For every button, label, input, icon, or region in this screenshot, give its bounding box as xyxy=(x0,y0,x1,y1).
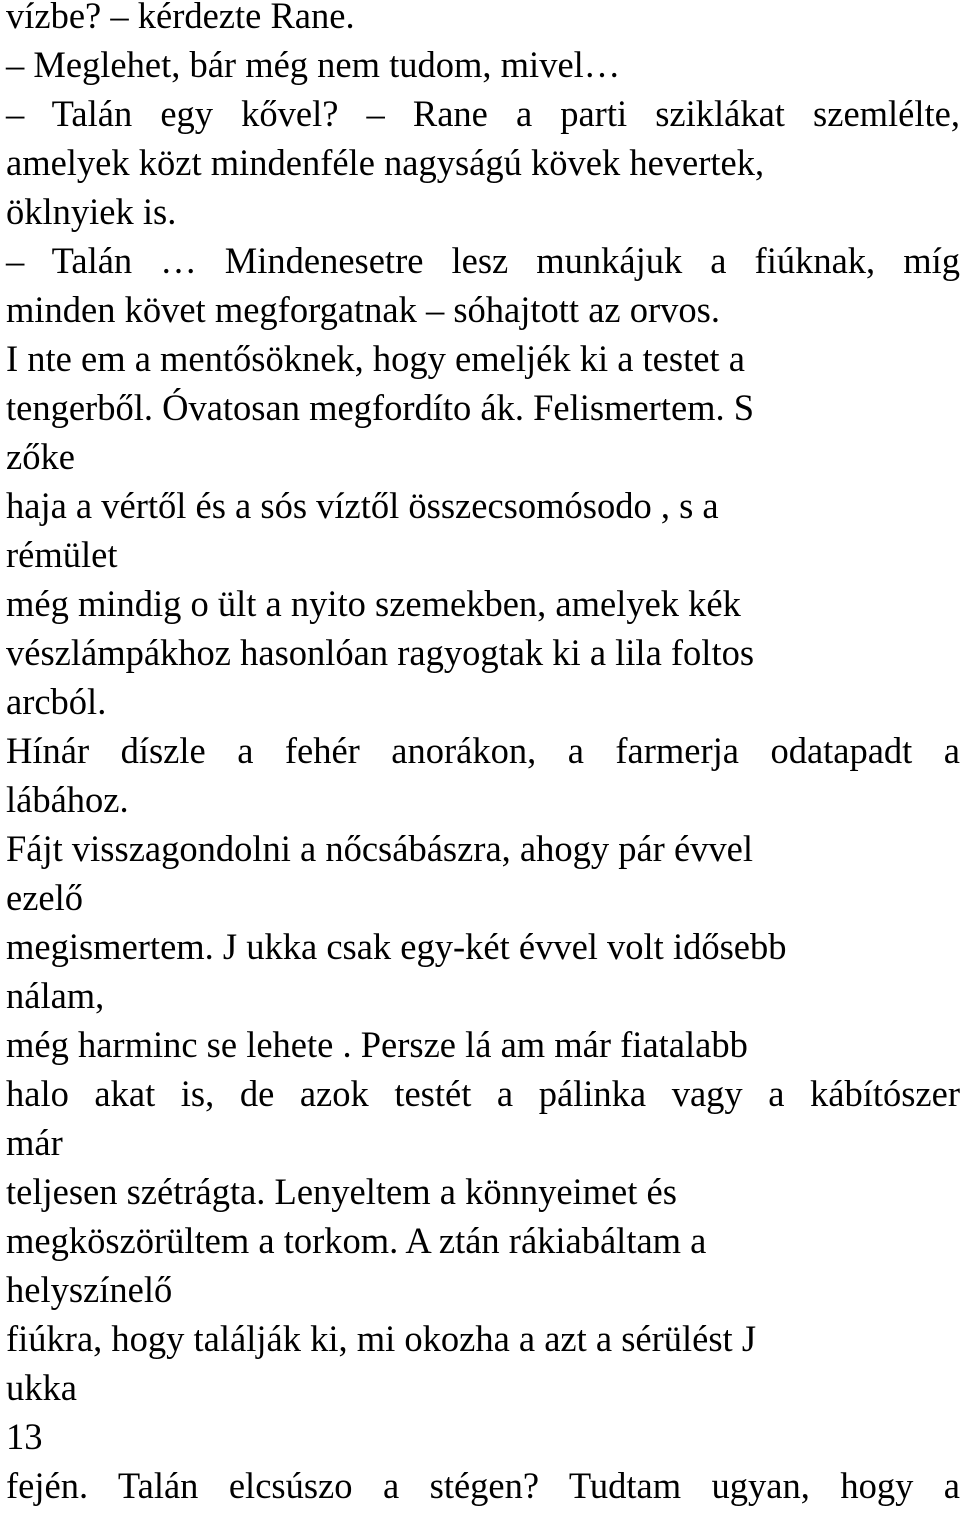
text-line: tengerből. Óvatosan megfordíto ák. Felismertem. S xyxy=(6,387,755,428)
text-line: – Talán egy kővel? – Rane a parti sziklákat szemlélte, xyxy=(6,93,960,134)
text-line: öklnyiek is. xyxy=(6,191,177,232)
text-line: nálam, xyxy=(6,975,105,1016)
text-line: fején. Talán elcsúszo a stégen? Tudtam ugyan, hogy a xyxy=(6,1465,960,1506)
text-line: Hínár díszle a fehér anorákon, a farmerja odatapadt a xyxy=(6,730,960,771)
text-line: megköszörültem a torkom. A ztán rákiabáltam a xyxy=(6,1220,707,1261)
text-line: ezelő xyxy=(6,877,83,918)
document-page xyxy=(6,0,960,1510)
text-line: fiúkra, hogy találják ki, mi okozha a azt a sérülést J xyxy=(6,1318,757,1359)
text-line: – Meglehet, bár még nem tudom, mivel… xyxy=(6,44,621,85)
text-line: teljesen szétrágta. Lenyeltem a könnyeimet és xyxy=(6,1171,677,1212)
text-line: amelyek közt mindenféle nagyságú kövek hevertek, xyxy=(6,142,765,183)
text-line: még harminc se lehete . Persze lá am már fiatalabb xyxy=(6,1024,748,1065)
text-line: zőke xyxy=(6,436,75,477)
text-line: halo akat is, de azok testét a pálinka vagy a kábítószer xyxy=(6,1073,960,1114)
text-line: még mindig o ült a nyito szemekben, amelyek kék xyxy=(6,583,741,624)
text-line: minden követ megforgatnak – sóhajtott az orvos. xyxy=(6,289,720,330)
text-line: helyszínelő xyxy=(6,1269,173,1310)
text-line: haja a vértől és a sós víztől összecsomósodo , s a xyxy=(6,485,719,526)
text-line: vészlámpákhoz hasonlóan ragyogtak ki a lila foltos xyxy=(6,632,755,673)
text-line: vízbe? – kérdezte Rane. xyxy=(6,0,355,36)
text-line: rémület xyxy=(6,534,118,575)
text-line: lábához. xyxy=(6,779,129,820)
page-number: 13 xyxy=(6,1416,43,1457)
text-line: ukka xyxy=(6,1367,77,1408)
text-line: megismertem. J ukka csak egy-két évvel volt idősebb xyxy=(6,926,787,967)
text-line: már xyxy=(6,1122,63,1163)
text-line: arcból. xyxy=(6,681,107,722)
text-line: Fájt visszagondolni a nőcsábászra, ahogy pár évvel xyxy=(6,828,754,869)
text-line: – Talán … Mindenesetre lesz munkájuk a fiúknak, míg xyxy=(6,240,960,281)
text-line: I nte em a mentősöknek, hogy emeljék ki a testet a xyxy=(6,338,745,379)
